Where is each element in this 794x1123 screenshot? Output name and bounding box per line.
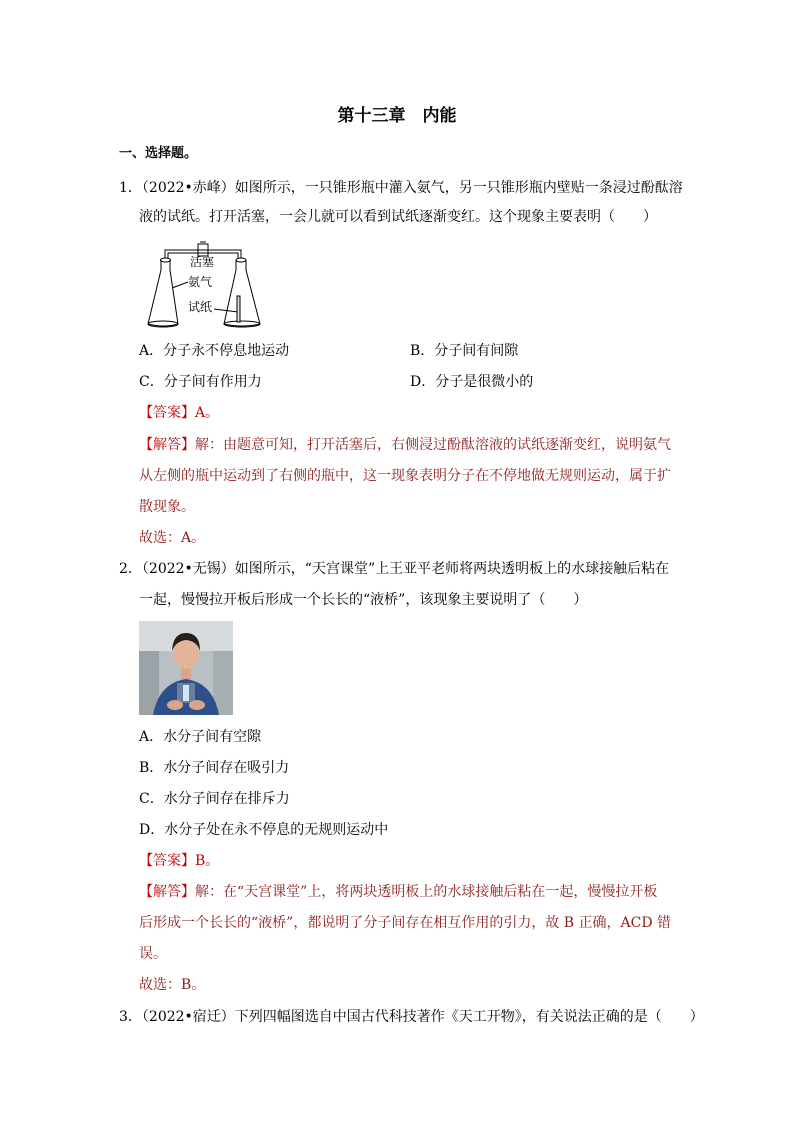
q2-option-b: B．水分子间存在吸引力 [139, 760, 290, 776]
q2-answer [139, 851, 219, 871]
q1-stem-line2: 液的试纸。打开活塞，一会儿就可以看到试纸逐渐变红。这个现象主要表明（ ） [139, 209, 657, 225]
q2-explanation-tag: 【解答】 [139, 884, 195, 900]
q1-option-c: C．分子间有作用力 [139, 374, 262, 390]
q1-explanation-text1: 解：由题意可知，打开活塞后，右侧浸过酚酞溶液的试纸逐渐变红，说明氨气 [195, 437, 671, 453]
q1-answer-value: A。 [195, 405, 220, 421]
q2-stem-line1: 2．（2022•无锡）如图所示，“天宫课堂”上王亚平老师将两块透明板上的水球接触后粘在 [119, 561, 670, 577]
q2-explanation-line3: 误。 [139, 946, 167, 962]
q1-explanation-line1 [139, 435, 671, 455]
q2-choice: 故选：B。 [139, 977, 206, 993]
q2-explanation-text1: 解：在“天宫课堂”上，将两块透明板上的水球接触后粘在一起，慢慢拉开板 [195, 884, 658, 900]
q1-option-d: D．分子是很微小的 [410, 374, 534, 390]
q2-explanation-line1 [139, 882, 657, 902]
q2-liquid-bridge-photo [139, 621, 233, 715]
q2-option-c: C．水分子间存在排斥力 [139, 791, 290, 807]
q2-answer-tag: 【答案】 [139, 853, 195, 869]
page-title: 第十三章 内能 [337, 106, 457, 126]
q2-option-d: D．水分子处在永不停息的无规则运动中 [139, 822, 389, 838]
q1-figure-label-gas: 氨气 [188, 275, 213, 289]
q3-stem-line1: 3．（2022•宿迁）下列四幅图选自中国古代科技著作《天工开物》，有关说法正确的是（ ） [119, 1009, 704, 1025]
q1-stem-line1: 1．（2022•赤峰）如图所示，一只锥形瓶中灌入氨气，另一只锥形瓶内壁贴一条浸过酚酞溶 [119, 180, 683, 196]
q2-explanation-line2: 后形成一个长长的“液桥”，都说明了分子间存在相互作用的引力，故 B 正确，ACD 错 [139, 915, 671, 931]
q2-stem-line2: 一起，慢慢拉开板后形成一个长长的“液桥”，该现象主要说明了（ ） [139, 592, 588, 608]
q2-option-a: A．水分子间有空隙 [139, 729, 262, 745]
q1-explanation-line2: 从左侧的瓶中运动到了右侧的瓶中，这一现象表明分子在不停地做无规则运动，属于扩 [139, 468, 671, 484]
q1-option-b: B．分子间有间隙 [410, 343, 519, 359]
q1-option-a: A．分子永不停息地运动 [139, 343, 290, 359]
q1-answer [139, 403, 219, 423]
q1-explanation-tag: 【解答】 [139, 437, 195, 453]
q1-choice: 故选：A。 [139, 530, 206, 546]
section-heading: 一、选择题。 [119, 146, 198, 161]
q1-figure-label-valve: 活塞 [190, 255, 215, 269]
q1-figure-label-paper: 试纸 [188, 300, 213, 314]
q1-explanation-line3: 散现象。 [139, 499, 195, 515]
q2-answer-value: B。 [195, 853, 220, 869]
q1-answer-tag: 【答案】 [139, 405, 195, 421]
